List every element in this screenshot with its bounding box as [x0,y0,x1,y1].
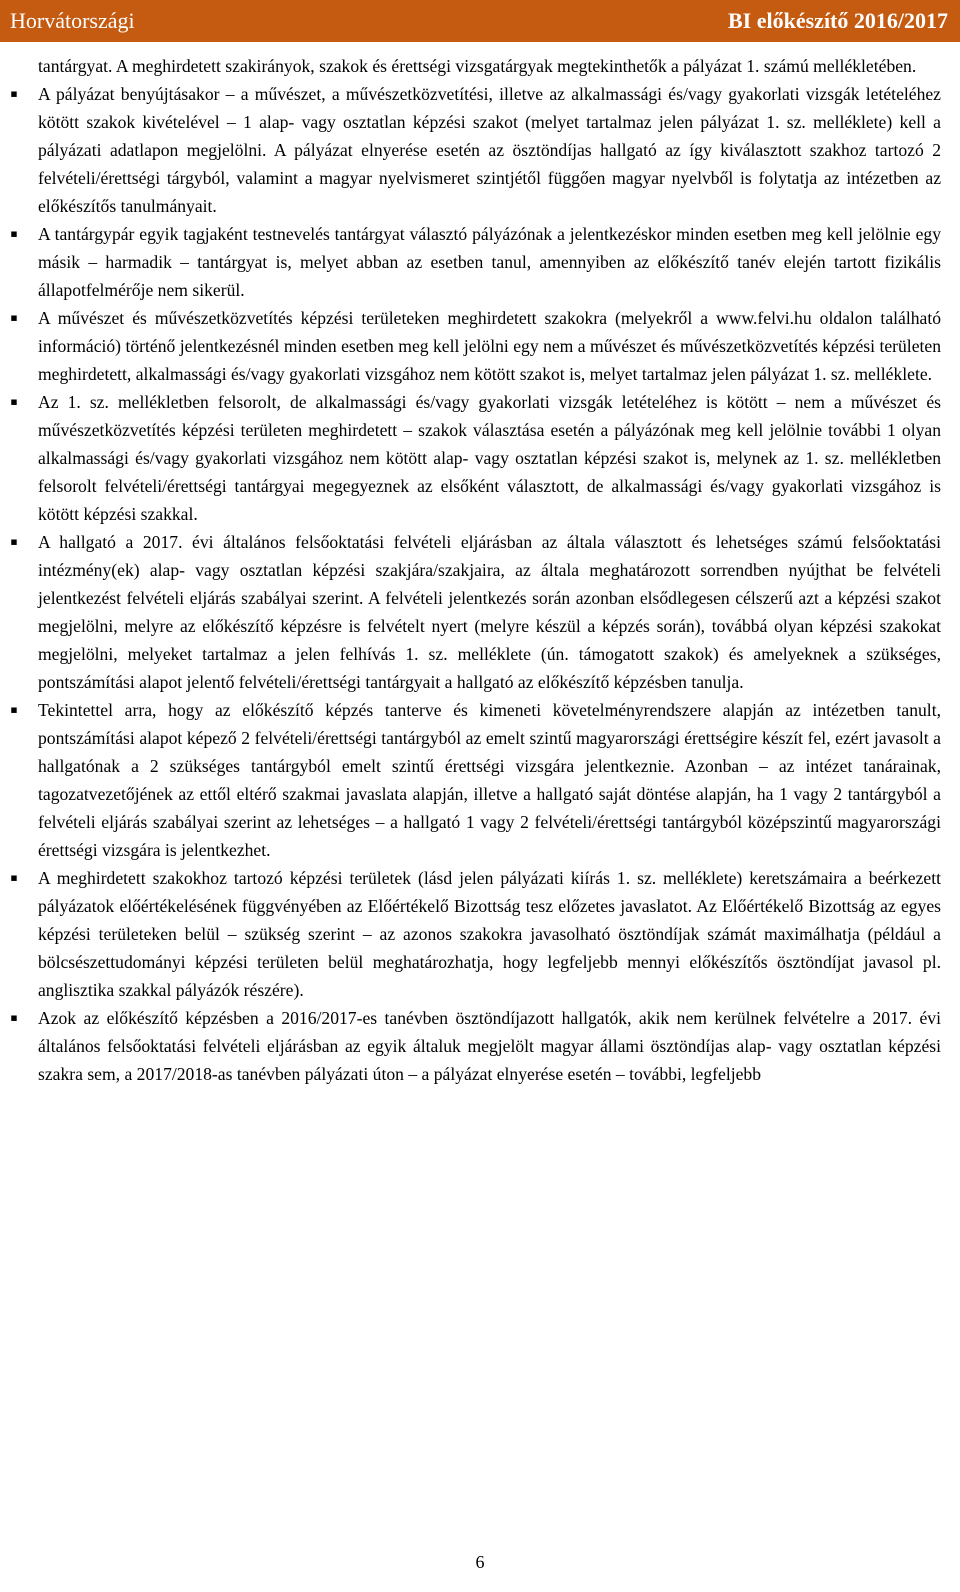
bullet-list [10,80,941,1088]
document-body [10,52,941,1088]
square-bullet-icon: ▪ [10,871,18,884]
list-item-text: A meghirdetett szakokhoz tartozó képzési területek (lásd jelen pályázati kiírás 1. sz. melléklete) keretszámaira a beérkezett pályázatok előértékelésének függvényében az Előértékelő Bizottság tesz előzetes javaslatot. Az Előértékelő Bizottság az egyes képzési területeken belül – szükség szerint – az azonos szakokra javasolható ösztöndíjak számát maximálhatja (például a bölcsészettudományi képzési területen belül meghatározhatja, hogy legfeljebb mennyi előkészítős ösztöndíjat javasol pl. anglisztika szakkal pályázók részére). [38,868,941,1000]
list-item-text: A művészet és művészetközvetítés képzési területeken meghirdetett szakokra (melyekről a www.felvi.hu oldalon található információ) történő jelentkezésnél minden esetben meg kell jelölni egy nem a művészet és művészetközvetítés képzési területen meghirdetett, alkalmassági és/vagy gyakorlati vizsgához nem kötött szakot is, melyet tartalmaz jelen pályázat 1. sz. melléklete. [38,308,941,384]
list-item [10,388,941,528]
square-bullet-icon: ▪ [10,227,18,240]
list-item-text: Az 1. sz. mellékletben felsorolt, de alkalmassági és/vagy gyakorlati vizsgák letételéhez is kötött – nem a művészet és művészetközvetítés képzési területen meghirdetett – szakok választása esetén a pályázónak meg kell jelölnie további 1 olyan alkalmassági és/vagy gyakorlati vizsgához nem kötött alap- vagy osztatlan képzési szakot is, melynek az 1. sz. mellékletben felsorolt felvételi/érettségi tantárgyai megegyeznek az elsőként választott, de alkalmassági és/vagy gyakorlati vizsgához is kötött képzési szakkal. [38,392,941,524]
list-item [10,864,941,1004]
square-bullet-icon: ▪ [10,395,18,408]
header-left-title: Horvátországi [10,8,135,33]
list-item [10,528,941,696]
list-item [10,304,941,388]
list-item-text: Azok az előkészítő képzésben a 2016/2017-es tanévben ösztöndíjazott hallgatók, akik nem kerülnek felvételre a 2017. évi általános felsőoktatási felvételi eljárásban az egyik általuk megjelölt magyar állami ösztöndíjas alap- vagy osztatlan képzési szakra sem, a 2017/2018-as tanévben pályázati úton – a pályázat elnyerése esetén – további, legfeljebb [38,1008,941,1084]
list-item-text: A hallgató a 2017. évi általános felsőoktatási felvételi eljárásban az általa választott és lehetséges számú felsőoktatási intézmény(ek) alap- vagy osztatlan képzési szakjára/szakjaira, az általa meghatározott sorrendben nyújthat be felvételi jelentkezést felvételi eljárás szabályai szerint. A felvételi jelentkezés során azonban elsődlegesen célszerű azt a képzési szakot megjelölni, melyre az előkészítő képzésre is felvételt nyert (melyre készül a képzés során), továbbá olyan képzési szakokat megjelölni, melyeket tartalmaz a jelen felhívás 1. sz. melléklete (ún. támogatott szakok) és amelyeknek a szükséges, pontszámítási alapot jelentő felvételi/érettségi tantárgyait a hallgató az előkészítő képzésben tanulja. [38,532,941,692]
list-item-text: Tekintettel arra, hogy az előkészítő képzés tanterve és kimeneti követelményrendszere alapján az intézetben tanult, pontszámítási alapot képező 2 felvételi/érettségi tantárgyból az emelt szintű magyarországi érettségire készít fel, ezért javasolt a hallgatónak a 2 szükséges tantárgyból emelt szintű érettségi vizsgára jelentkeznie. Azonban – az intézet tanárainak, tagozatvezetőjének az ettől eltérő szakmai javaslata alapján, illetve a hallgató saját döntése alapján, ha 1 vagy 2 tantárgyból a felvételi eljárás szabályai szerint az lehetséges – a hallgató 1 vagy 2 felvételi/érettségi tantárgyból középszintű magyarországi érettségi vizsgára is jelentkezhet. [38,700,941,860]
page-number: 6 [475,1552,485,1572]
page-header [0,0,960,42]
header-right-title: BI előkészítő 2016/2017 [728,8,948,33]
list-item-text: A pályázat benyújtásakor – a művészet, a művészetközvetítési, illetve az alkalmassági és/vagy gyakorlati vizsgák letételéhez kötött szakok kivételével – 1 alap- vagy osztatlan képzési szakot (melyet tartalmaz jelen pályázat 1. sz. melléklete) kell a pályázati adatlapon megjelölni. A pályázat elnyerése esetén az ösztöndíjas hallgató az így kiválasztott szakhoz tartozó 2 felvételi/érettségi tárgyból, valamint a magyar nyelvismeret szintjétől függően magyar nyelvből is folytatja az intézetben az előkészítős tanulmányait. [38,84,941,216]
square-bullet-icon: ▪ [10,87,18,100]
square-bullet-icon: ▪ [10,1011,18,1024]
intro-paragraph: tantárgyat. A meghirdetett szakirányok, szakok és érettségi vizsgatárgyak megtekinthetők a pályázat 1. számú mellékletében. [38,56,917,76]
list-item [10,220,941,304]
square-bullet-icon: ▪ [10,703,18,716]
square-bullet-icon: ▪ [10,535,18,548]
list-item [10,1004,941,1088]
square-bullet-icon: ▪ [10,311,18,324]
list-item [10,80,941,220]
list-item [10,696,941,864]
list-item-text: A tantárgypár egyik tagjaként testnevelés tantárgyat választó pályázónak a jelentkezéskor minden esetben meg kell jelölnie egy másik – harmadik – tantárgyat is, melyet abban az esetben tanul, amennyiben az előkészítő tanév elején tartott fizikális állapotfelmérője nem sikerül. [38,224,941,300]
